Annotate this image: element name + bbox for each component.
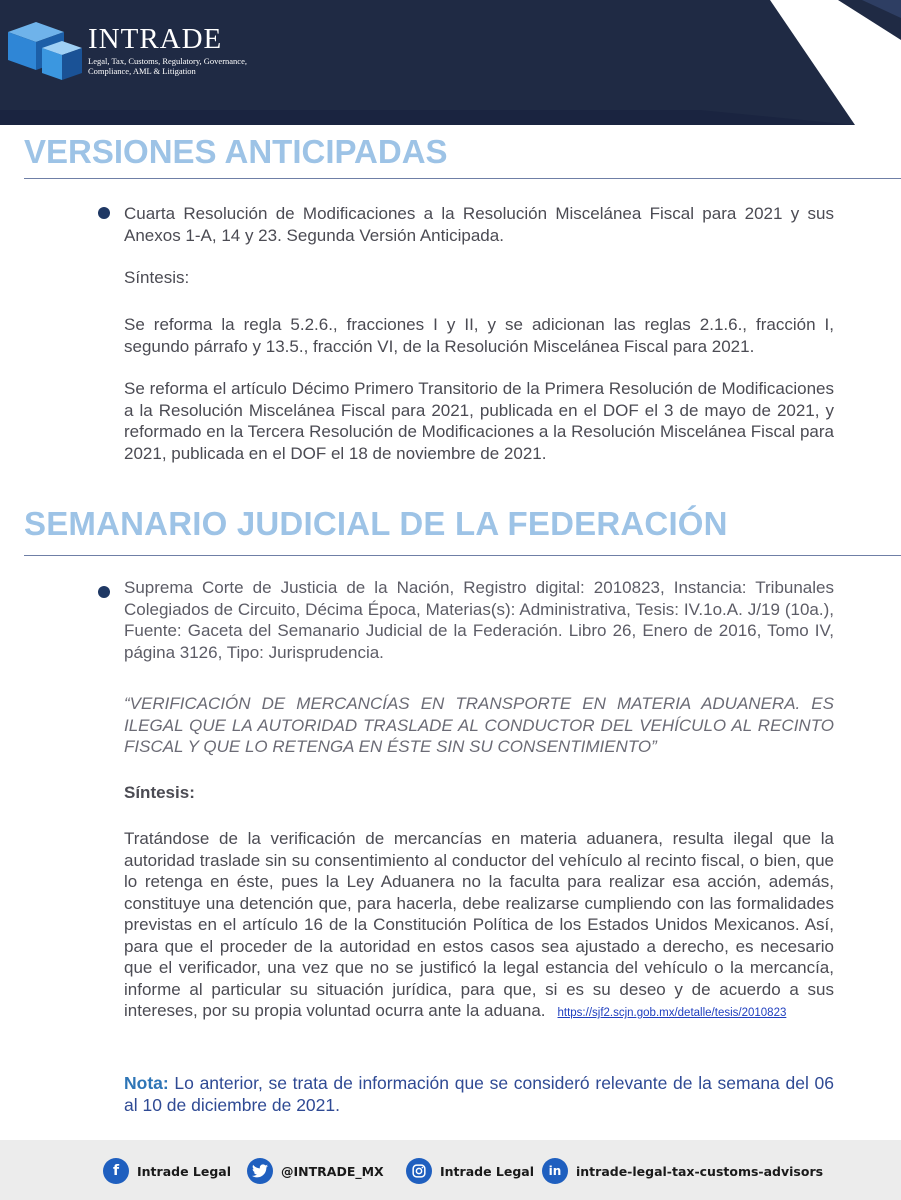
twitter-icon — [247, 1158, 273, 1184]
section-title-semanario: SEMANARIO JUDICIAL DE LA FEDERACIÓN — [24, 505, 728, 542]
logo-cube-icon — [6, 18, 84, 84]
logo-title: INTRADE — [88, 23, 223, 55]
header — [0, 0, 901, 125]
instagram-handle: Intrade Legal — [440, 1163, 535, 1179]
bullet-icon — [98, 586, 110, 598]
versiones-paragraph-2: Se reforma el artículo Décimo Primero Transitorio de la Primera Resolución de Modificaciones a la Resolución Miscelánea Fiscal para 2021, publicada en el DOF el 3 de mayo de 2021, y reformado en la Tercera Resolución de Modificaciones a la Resolución Miscelánea Fiscal para 2021, publicada en el DOF el 18 de noviembre de 2021. — [124, 379, 834, 463]
footer — [0, 1140, 901, 1200]
twitter-link[interactable] — [247, 1158, 384, 1184]
tesis-link[interactable]: https://sjf2.scjn.gob.mx/detalle/tesis/2010823 — [557, 1007, 787, 1019]
semanario-body — [124, 828, 834, 1025]
section-divider — [24, 178, 901, 179]
versiones-paragraph-1: Se reforma la regla 5.2.6., fracciones I y II, y se adicionan las reglas 2.1.6., fracción I, segundo párrafo y 13.5., fracción VI, de la Resolución Miscelánea Fiscal para 2021. — [124, 315, 834, 356]
versiones-sintesis-label: Síntesis: — [124, 268, 190, 287]
nota — [124, 1073, 834, 1116]
semanario-quote: “VERIFICACIÓN DE MERCANCÍAS EN TRANSPORTE EN MATERIA ADUANERA. ES ILEGAL QUE LA AUTORIDAD TRASLADE AL CONDUCTOR DEL VEHÍCULO AL RECINTO FISCAL Y QUE LO RETENGA EN ÉSTE SIN SU CONSENTIMIENTO” — [124, 694, 834, 756]
logo-subtitle: Legal, Tax, Customs, Regulatory, Governance, Compliance, AML & Litigation — [88, 56, 247, 76]
semanario-item: Suprema Corte de Justicia de la Nación, Registro digital: 2010823, Instancia: Tribunales Colegiados de Circuito, Décima Época, Materias(s): Administrativa, Tesis: IV.1o.A. J/19 (10a.), Fuente: Gaceta del Semanario Judicial de la Federación. Libro 26, Enero de 2016, Tomo IV, página 3126, Tipo: Jurisprudencia. — [124, 578, 834, 662]
instagram-link[interactable] — [406, 1158, 534, 1184]
nota-text: Lo anterior, se trata de información que se consideró relevante de la semana del 06 al 10 de diciembre de 2021. — [124, 1073, 834, 1115]
section-divider — [24, 555, 901, 556]
instagram-icon — [406, 1158, 432, 1184]
semanario-body-text: Tratándose de la verificación de mercancías en materia aduanera, resulta ilegal que la autoridad traslade sin su consentimiento al conductor del vehículo al recinto fiscal, o bien, que lo retenga en éste, pues la Ley Aduanera no la faculta para realizar esa acción, además, constituye una detención que, para hacerla, debe realizarse cumpliendo con las formalidades previstas en el artículo 16 de la Constitución Política de los Estados Unidos Mexicanos. Así, para que el proceder de la autoridad en estos casos sea ajustado a derecho, es necesario que el verificador, una vez que no se justificó la legal estancia del vehículo o la mercancía, informe al particular su situación jurídica, para que, si es su deseo y de acuerdo a sus intereses, por su propia voluntad ocurra ante la aduana. — [124, 829, 834, 1020]
linkedin-handle: intrade-legal-tax-customs-advisors — [576, 1163, 824, 1179]
section-title-versiones: VERSIONES ANTICIPADAS — [24, 133, 448, 170]
facebook-handle: Intrade Legal — [137, 1163, 232, 1179]
nota-label: Nota: — [124, 1073, 169, 1093]
linkedin-link[interactable] — [542, 1158, 823, 1184]
semanario-sintesis-label: Síntesis: — [124, 783, 195, 802]
versiones-item: Cuarta Resolución de Modificaciones a la Resolución Miscelánea Fiscal para 2021 y sus Anexos 1-A, 14 y 23. Segunda Versión Anticipada. — [124, 204, 834, 245]
linkedin-icon: in — [542, 1158, 568, 1184]
twitter-handle: @INTRADE_MX — [281, 1163, 384, 1179]
facebook-icon: f — [103, 1158, 129, 1184]
bullet-icon — [98, 207, 110, 219]
facebook-link[interactable] — [103, 1158, 231, 1184]
